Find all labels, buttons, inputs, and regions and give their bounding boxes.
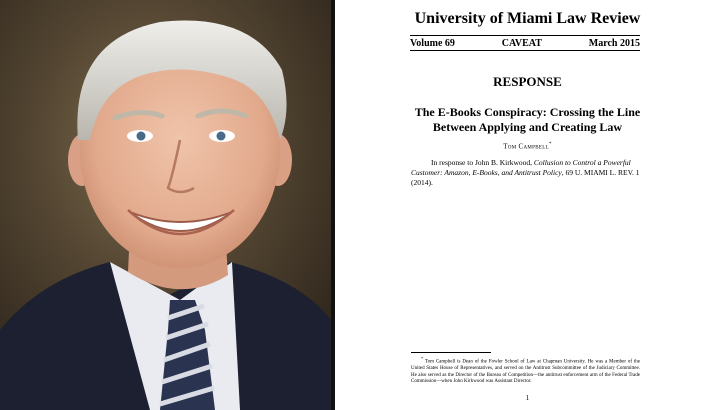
response-heading: RESPONSE (493, 74, 562, 89)
volume-label: Volume 69 (410, 38, 455, 49)
portrait-illustration (0, 0, 331, 410)
citation-article-title: Collusion to Control a Powerful Customer: Amazon, E-Books, and Antitrust Policy (411, 158, 631, 177)
author-portrait-photo (0, 0, 331, 410)
page-number: 1 (525, 394, 530, 402)
issue-meta (410, 38, 640, 49)
footnote-text: Tom Campbell is Dean of the Fowler School of Law at Chapman University. He was a Member of the United States House of Representatives, and served on the Antitrust Subcommittee of the Judiciary Committee. He also served as the Director of the Bureau of Competition—the antitrust enforcement arm of the Federal Trade Commission—when John Kirkwood was Assistant Director. (411, 359, 640, 385)
date-label: March 2015 (588, 38, 640, 49)
footnote-rule (411, 352, 491, 353)
section-label: CAVEAT (501, 38, 542, 49)
citation-prefix: In response to John B. Kirkwood, (431, 158, 534, 167)
citation-suffix: , 69 U. MIAMI L. REV. 1 (2014). (411, 168, 640, 187)
citation-paragraph (411, 158, 640, 188)
author-footnote-mark: * (548, 142, 552, 147)
header-rule-bottom (410, 50, 640, 51)
journal-title: University of Miami Law Review (414, 10, 641, 27)
law-review-page (335, 0, 720, 410)
author-text: Tom Campbell (503, 142, 549, 151)
article-title: The E-Books Conspiracy: Crossing the Line Between Applying and Creating Law (414, 105, 641, 134)
footnote (411, 356, 640, 386)
author-name (335, 142, 720, 150)
header-rule-top (410, 35, 640, 36)
footnote-mark: * (421, 356, 424, 361)
